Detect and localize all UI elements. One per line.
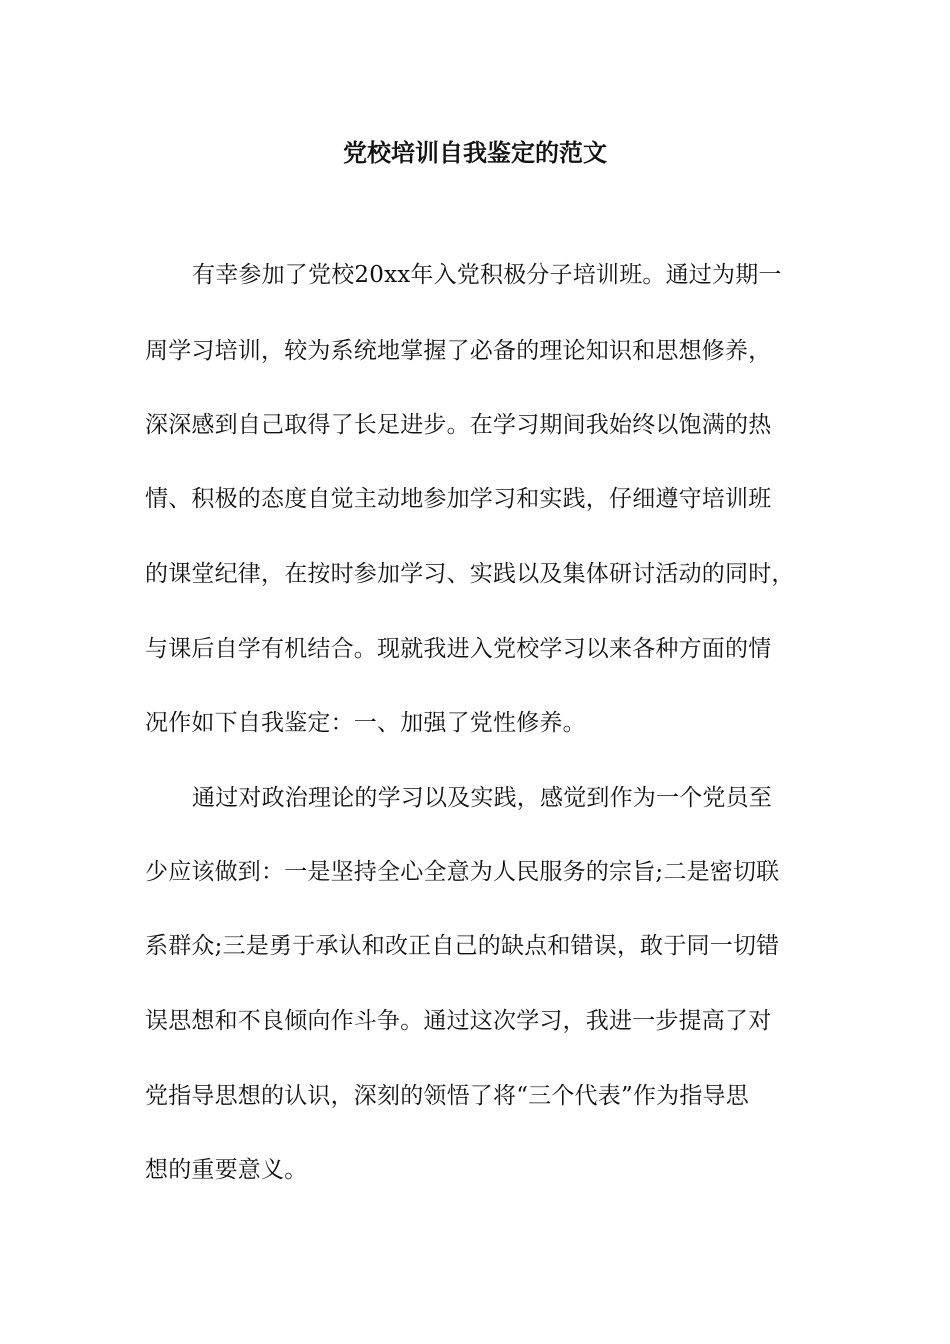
paragraph-line: 与课后自学有机结合。现就我进入党校学习以来各种方面的情: [145, 636, 772, 662]
paragraph-line: 想的重要意义。: [145, 1157, 308, 1183]
paragraph-line: 的课堂纪律，在按时参加学习、实践以及集体研讨活动的同时，: [145, 561, 795, 587]
paragraph-line: 系群众;三是勇于承认和改正自己的缺点和错误，敢于同一切错: [145, 933, 780, 959]
paragraph-line: 况作如下自我鉴定：一、加强了党性修养。: [145, 710, 586, 736]
document-title: 党校培训自我鉴定的范文: [343, 138, 607, 167]
paragraph-line: 情、积极的态度自觉主动地参加学习和实践，仔细遵守培训班: [145, 486, 772, 512]
paragraph-line: 误思想和不良倾向作斗争。通过这次学习，我进一步提高了对: [145, 1008, 772, 1034]
paragraph-line: 党指导思想的认识，深刻的领悟了将“三个代表”作为指导思: [145, 1083, 749, 1109]
paragraph-line: 有幸参加了党校20xx年入党积极分子培训班。通过为期一: [192, 262, 782, 288]
paragraph-line: 深深感到自己取得了长足进步。在学习期间我始终以饱满的热: [145, 412, 772, 438]
paragraph-line: 周学习培训，较为系统地掌握了必备的理论知识和思想修养，: [145, 338, 772, 364]
paragraph-line: 通过对政治理论的学习以及实践，感觉到作为一个党员至: [192, 785, 772, 811]
paragraph-line: 少应该做到：一是坚持全心全意为人民服务的宗旨;二是密切联: [145, 859, 780, 885]
